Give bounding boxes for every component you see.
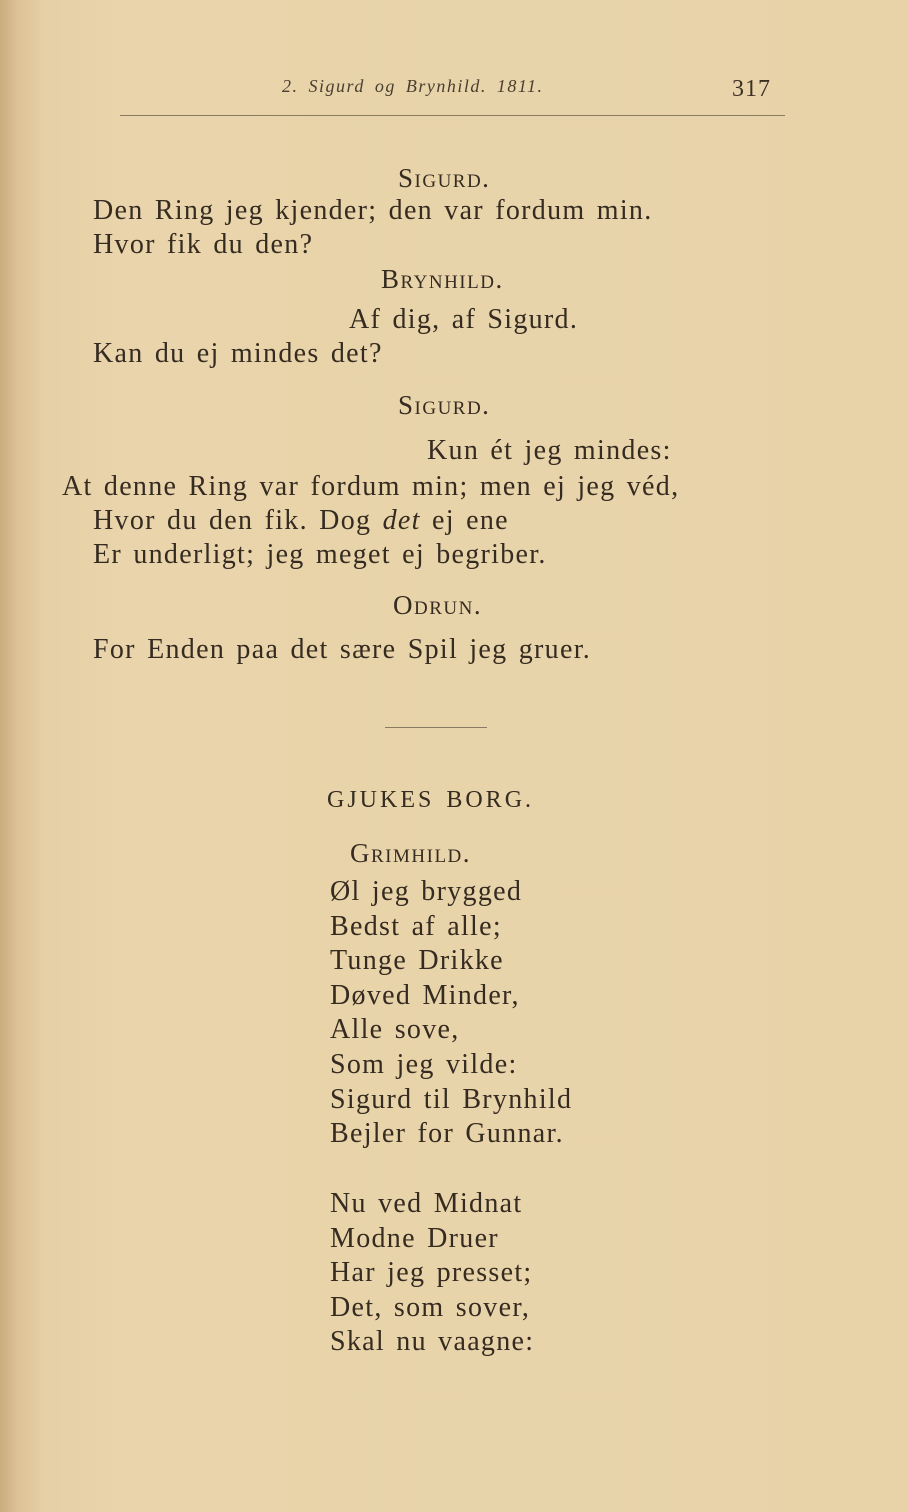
verse-line: Hvor fik du den?: [93, 229, 314, 260]
speaker-name: Brynhild.: [381, 264, 504, 294]
verse-line: Døved Minder,: [330, 979, 520, 1011]
verse-line: Kun ét jeg mindes:: [427, 435, 672, 466]
verse-line: Af dig, af Sigurd.: [349, 304, 579, 335]
verse-line: Som jeg vilde:: [330, 1049, 518, 1080]
text: ej ene: [420, 505, 509, 536]
verse-line: [93, 504, 509, 538]
verse-line: For Enden paa det sære Spil jeg gruer.: [93, 634, 592, 665]
running-title: 2. Sigurd og Brynhild. 1811.: [282, 76, 544, 96]
verse-line: Modne Druer: [330, 1222, 499, 1254]
emphasis: det: [382, 505, 421, 536]
verse-line: Skal nu vaagne:: [330, 1326, 535, 1358]
page-number: 317: [732, 76, 771, 102]
verse-line: Kan du ej mindes det?: [93, 338, 383, 369]
verse-line: Det, som sover,: [330, 1291, 531, 1323]
header-rule: [120, 115, 785, 116]
speaker-name: Sigurd.: [398, 163, 491, 193]
text: Hvor du den fik. Dog: [93, 505, 383, 536]
verse-line: Tunge Drikke: [330, 945, 504, 977]
verse-line: Bejler for Gunnar.: [330, 1118, 564, 1150]
speaker-name: Odrun.: [393, 590, 483, 620]
verse-line: Har jeg presset;: [330, 1257, 533, 1289]
verse-line: Øl jeg brygged: [330, 876, 523, 907]
verse-line: Nu ved Midnat: [330, 1188, 523, 1219]
section-divider: [385, 727, 487, 728]
verse-line: Sigurd til Brynhild: [330, 1083, 573, 1115]
verse-line: Bedst af alle;: [330, 910, 502, 942]
speaker-name: Sigurd.: [398, 390, 491, 420]
verse-line: Alle sove,: [330, 1014, 460, 1046]
scene-heading: GJUKES BORG.: [327, 787, 535, 813]
verse-line: At denne Ring var fordum min; men ej jeg véd,: [62, 471, 680, 502]
verse-line: Er underligt; jeg meget ej begriber.: [93, 539, 547, 570]
speaker-name: Grimhild.: [350, 838, 472, 868]
verse-line: Den Ring jeg kjender; den var fordum min.: [93, 195, 653, 226]
